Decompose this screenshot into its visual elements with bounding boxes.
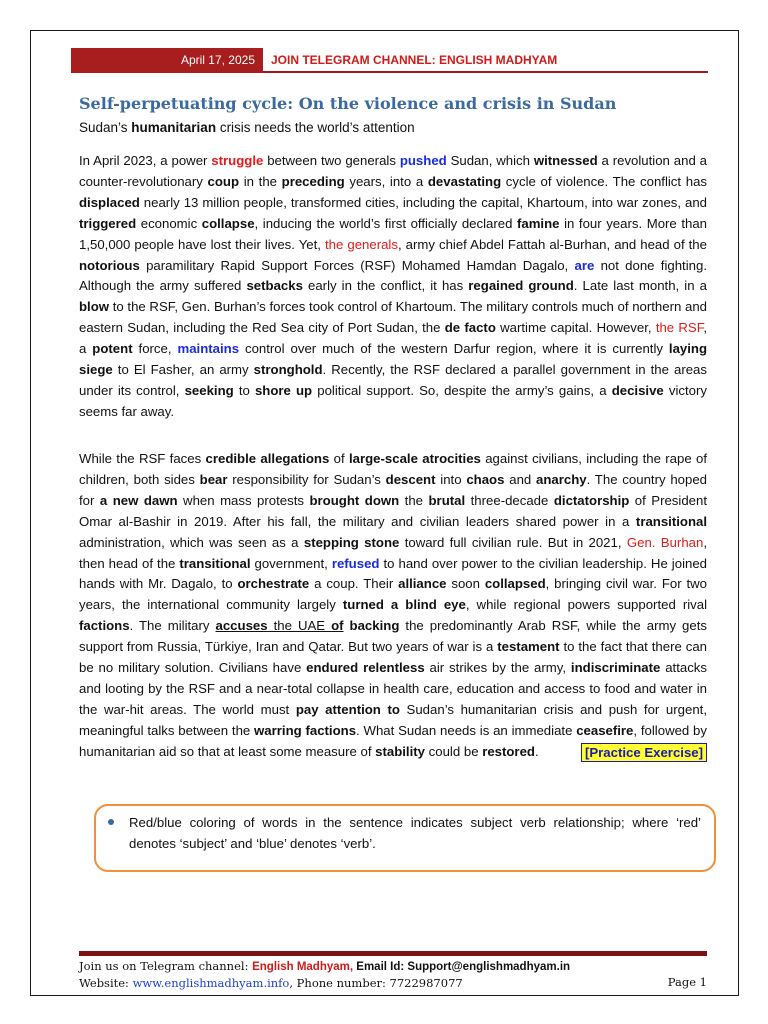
text-run: to the fact that there can be no military solution. Civilians have bbox=[79, 639, 707, 676]
text-run: political support. So, despite the army’s gains, a bbox=[312, 382, 612, 398]
emphasis-word: notorious bbox=[79, 257, 140, 273]
text-run: administration, which was seen as a bbox=[79, 534, 304, 550]
text-run: . Late last month, in a bbox=[573, 278, 707, 294]
emphasis-word: collapsed bbox=[484, 576, 546, 592]
subtitle-post: crisis needs the world’s attention bbox=[216, 120, 415, 135]
subject-word: struggle bbox=[211, 153, 264, 168]
text-run: , while regional powers supported rival bbox=[465, 597, 707, 613]
text-run: when mass protests bbox=[177, 492, 310, 508]
text-run: In April 2023, a power bbox=[79, 153, 212, 168]
text-run: years, into a bbox=[344, 173, 428, 189]
text-run: in four years. More than 1,50,000 people have lost their lives. Yet, bbox=[79, 215, 707, 252]
emphasis-word: large-scale atrocities bbox=[349, 451, 481, 466]
text-run: the predominantly Arab RSF, while the army gets support from Russia, Türkiye, Iran and Qatar. But two years of war is a bbox=[79, 618, 707, 655]
text-run: in the bbox=[239, 173, 282, 189]
text-run: . bbox=[534, 743, 539, 759]
text-run: of bbox=[329, 451, 349, 466]
emphasis-word: collapse bbox=[201, 215, 255, 231]
subject-word: Gen. Burhan bbox=[626, 534, 704, 550]
text-run: . The country hoped for bbox=[79, 471, 708, 508]
text-run: , army chief Abdel Fattah al-Burhan, and head of the bbox=[397, 236, 707, 252]
emphasis-word: credible allegations bbox=[205, 451, 330, 466]
telegram-banner[interactable]: JOIN TELEGRAM CHANNEL: ENGLISH MADHYAM bbox=[271, 53, 558, 67]
text-run: control over much of the western Darfur region, where it is currently bbox=[239, 341, 669, 357]
text-run: cycle of violence. The conflict has bbox=[501, 173, 707, 189]
emphasis-word: a new dawn bbox=[99, 492, 178, 508]
emphasis-word: dictatorship bbox=[553, 492, 630, 508]
emphasis-word: stronghold bbox=[253, 362, 323, 378]
emphasis-word: anarchy bbox=[536, 471, 587, 487]
verb-word: pushed bbox=[399, 153, 447, 168]
emphasis-word: alliance bbox=[398, 576, 447, 592]
verb-word: are bbox=[574, 257, 595, 273]
text-run: a revolution and a counter-revolutionary bbox=[79, 153, 707, 189]
emphasis-word: transitional bbox=[179, 555, 251, 571]
article-subtitle bbox=[79, 119, 719, 137]
note-box bbox=[94, 804, 716, 872]
text-run: three-decade bbox=[465, 492, 554, 508]
paragraph-1 bbox=[79, 151, 707, 423]
text-run: of President Omar al-Bashir in 2019. After his fall, the military and civilian leaders shared power in a bbox=[79, 492, 708, 529]
paragraph-2 bbox=[79, 449, 707, 763]
emphasis-word: famine bbox=[516, 215, 560, 231]
footer bbox=[79, 958, 707, 991]
emphasis-word: chaos bbox=[466, 471, 505, 487]
footer-line-2 bbox=[79, 975, 707, 991]
text-run: air strikes by the army, bbox=[424, 660, 571, 676]
phone-text: , Phone number: 7722987077 bbox=[289, 976, 463, 990]
note-text: Red/blue coloring of words in the sentence indicates subject verb relationship; where ‘red’ denotes ‘subject’ and ‘blue’ denotes ‘verb’. bbox=[129, 815, 701, 851]
text-run: government, bbox=[250, 555, 332, 571]
text-run: , bringing civil war. For two years, the international community largely bbox=[79, 576, 707, 613]
text-run: While the RSF faces bbox=[79, 451, 206, 466]
emphasis-word: backing bbox=[349, 618, 400, 634]
emphasis-word: stability bbox=[375, 743, 425, 759]
text-run: victory seems far away. bbox=[79, 382, 707, 419]
emphasis-word: pay attention to bbox=[295, 701, 400, 717]
emphasis-word: coup bbox=[207, 173, 240, 189]
text-run: wartime capital. However, bbox=[495, 320, 656, 336]
text-run: attacks and looting by the RSF and a near-total collapse in health care, education and access to food and water in the war-hit areas. The world must bbox=[79, 660, 707, 717]
text-run: early in the conflict, it has bbox=[302, 278, 469, 294]
text-run: , a bbox=[79, 320, 707, 357]
emphasis-word: the UAE bbox=[267, 618, 332, 634]
emphasis-word: transitional bbox=[635, 513, 707, 529]
emphasis-word: setbacks bbox=[246, 278, 303, 294]
text-run: soon bbox=[446, 576, 485, 592]
text-run: . Recently, the RSF declared a parallel government in the areas under its control, bbox=[79, 362, 707, 398]
text-run: not done fighting. Although the army suffered bbox=[79, 257, 707, 294]
article-title: Self-perpetuating cycle: On the violence and crisis in Sudan bbox=[79, 94, 617, 113]
text-run: force, bbox=[132, 341, 178, 357]
text-run: , inducing the world’s first officially declared bbox=[254, 215, 517, 231]
text-run: against civilians, including the rape of children, both sides bbox=[79, 451, 708, 487]
email-text: Email Id: Support@englishmadhyam.in bbox=[353, 961, 571, 973]
telegram-channel-link[interactable]: English Madhyam, bbox=[252, 961, 354, 973]
emphasis-word: potent bbox=[92, 341, 133, 357]
emphasis-word: displaced bbox=[79, 194, 140, 210]
emphasis-word: restored bbox=[482, 743, 535, 759]
text-run: and bbox=[504, 471, 537, 487]
subject-word: the RSF bbox=[655, 320, 704, 336]
text-run: . What Sudan needs is an immediate bbox=[356, 722, 577, 738]
emphasis-word: stepping stone bbox=[303, 534, 400, 550]
emphasis-word: preceding bbox=[281, 173, 345, 189]
header-bar bbox=[71, 48, 708, 73]
emphasis-word: triggered bbox=[79, 215, 137, 231]
telegram-label: Join us on Telegram channel: bbox=[79, 959, 253, 973]
website-link[interactable]: www.englishmadhyam.info bbox=[132, 976, 290, 990]
emphasis-word: laying siege bbox=[79, 341, 708, 378]
bullet-icon bbox=[108, 819, 114, 825]
text-run: responsibility for Sudan’s bbox=[227, 471, 386, 487]
emphasis-word: testament bbox=[497, 639, 560, 655]
text-run: Sudan, which bbox=[446, 153, 534, 168]
emphasis-word: seeking bbox=[184, 382, 234, 398]
page-number: Page 1 bbox=[667, 975, 707, 989]
emphasis-word: devastating bbox=[427, 173, 502, 189]
website-label: Website: bbox=[79, 976, 133, 990]
practice-exercise-link[interactable]: [Practice Exercise] bbox=[581, 743, 707, 762]
emphasis-word: orchestrate bbox=[237, 576, 310, 592]
text-run: the bbox=[399, 492, 429, 508]
emphasis-word: turned a blind eye bbox=[342, 597, 466, 613]
text-run: into bbox=[435, 471, 467, 487]
subtitle-bold: humanitarian bbox=[131, 120, 217, 135]
text-run: , followed by humanitarian aid so that at least some measure of bbox=[79, 722, 707, 759]
footer-line-1 bbox=[79, 958, 707, 975]
emphasis-word: of bbox=[331, 618, 344, 634]
text-run: Sudan’s humanitarian crisis and push for urgent, meaningful talks between the bbox=[79, 701, 707, 738]
emphasis-word: endured relentless bbox=[306, 660, 425, 676]
emphasis-word: warring factions bbox=[254, 722, 357, 738]
subject-word: the generals bbox=[325, 236, 398, 252]
emphasis-word: indiscriminate bbox=[570, 660, 661, 676]
verb-word: maintains bbox=[177, 341, 240, 357]
text-run: paramilitary Rapid Support Forces (RSF) Mohamed Hamdan Dagalo, bbox=[139, 257, 575, 273]
emphasis-word: accuses bbox=[215, 618, 268, 634]
text-run: , then head of the bbox=[79, 534, 707, 571]
emphasis-word: de facto bbox=[444, 320, 496, 336]
text-run: . The military bbox=[129, 618, 216, 634]
text-run: to El Fasher, an army bbox=[112, 362, 254, 378]
subtitle-pre: Sudan’s bbox=[79, 120, 132, 135]
text-run: to hand over power to the civilian leadership. He joined hands with Mr. Dagalo, to bbox=[79, 555, 707, 592]
emphasis-word: decisive bbox=[611, 382, 664, 398]
text-run: toward full civilian rule. But in 2021, bbox=[399, 534, 627, 550]
emphasis-word: shore up bbox=[254, 382, 313, 398]
emphasis-word: bear bbox=[199, 471, 228, 487]
text-run: economic bbox=[136, 215, 202, 231]
emphasis-word: descent bbox=[385, 471, 436, 487]
text-run: could be bbox=[425, 743, 483, 759]
emphasis-word: brought down bbox=[309, 492, 400, 508]
text-run: to bbox=[233, 382, 255, 398]
emphasis-word: blow bbox=[79, 299, 110, 315]
emphasis-word: witnessed bbox=[533, 153, 598, 168]
text-run: a coup. Their bbox=[309, 576, 399, 592]
text-run: nearly 13 million people, transformed cities, including the capital, Khartoum, into war zones, and bbox=[139, 194, 707, 210]
emphasis-word: regained ground bbox=[468, 278, 574, 294]
text-run: to the RSF, Gen. Burhan’s forces took control of Khartoum. The military controls much of northern and eastern Sudan, including the Red Sea city of Port Sudan, the bbox=[79, 299, 707, 336]
text-run: between two generals bbox=[263, 153, 400, 168]
emphasis-word: factions bbox=[79, 618, 130, 634]
verb-word: refused bbox=[331, 555, 380, 571]
header-date: April 17, 2025 bbox=[71, 48, 263, 73]
footer-rule bbox=[79, 951, 707, 956]
emphasis-word: ceasefire bbox=[576, 722, 634, 738]
emphasis-word: brutal bbox=[428, 492, 466, 508]
